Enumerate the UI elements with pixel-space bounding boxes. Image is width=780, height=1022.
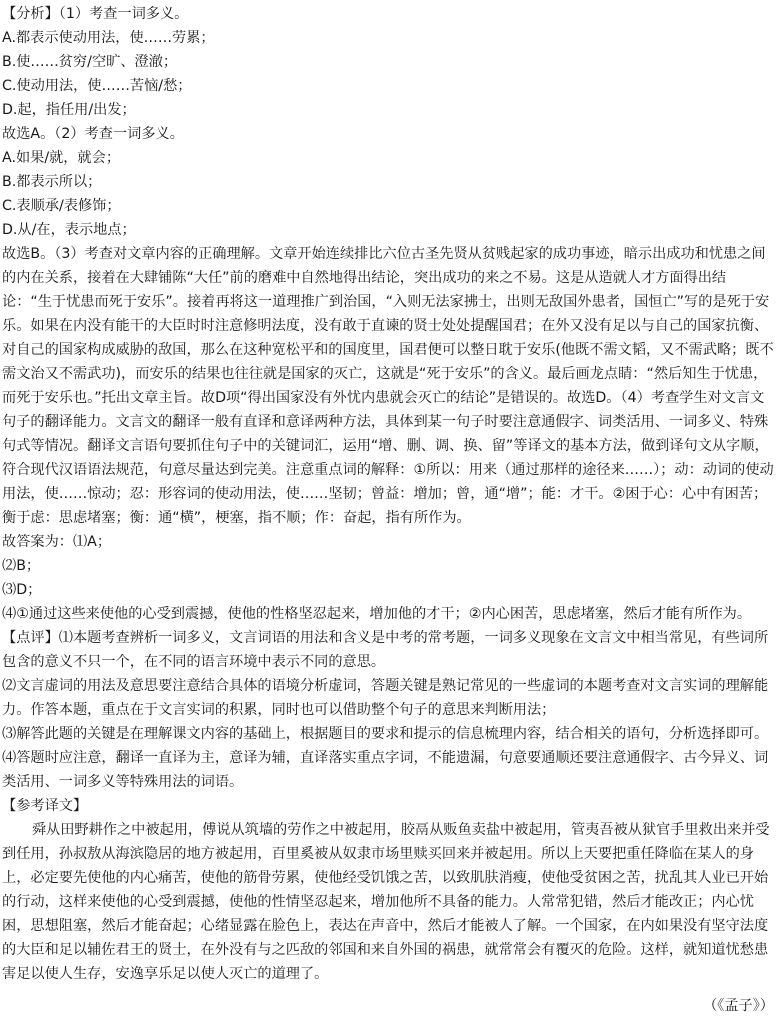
analysis-line-2: A.都表示使动用法，使……劳累； — [2, 30, 215, 46]
analysis-line-1: 【分析】（1）考查一词多义。 — [2, 6, 189, 22]
translation-heading: 【参考译文】 — [2, 798, 88, 814]
source-citation: （《孟子》） — [703, 998, 774, 1014]
answer-line-1: 故答案为：⑴A； — [2, 534, 112, 550]
analysis-paragraph-3-4: 故选B。（3）考查对文章内容的正确理解。文章开始连续排比六位古圣先贤从贫贱起家的成功事迹，暗示出成功和忧患之间的内在关系，接着在大肆铺陈“大任”前的磨难中自然地得出结论，突出成功的来之不易。这是从造就人才方面得出结论：“生于忧患而死于安乐”。接着再将这一道理推广到治国，“入则无法家拂士，出则无敌国外患者，国恒亡”写的是死于安乐。如果在内没有能干的大臣时时注意修明法度，没有敢于直谏的贤士处处提醒国君；在外又没有足以与自己的国家抗衡、对自己的国家构成威胁的敌国，那么在这种宽松平和的国度里，国君便可以整日耽于安乐(他既不需文韬，又不需武略；既不需文治又不需武功)，而安乐的结果也往往就是国家的灭亡，这就是“死于安乐”的含义。最后画龙点睛：“然后知生于忧患，而死于安乐也。”托出文章主旨。故D项“得出国家没有外忧内患就会灭亡的结论”是错误的。故选D。（4）考查学生对文言文句子的翻译能力。文言文的翻译一般有直译和意译两种方法，具体到某一句子时要注意通假字、词类活用、一词多义、特殊句式等情况。翻译文言语句要抓住句子中的关键词汇，运用“增、删、调、换、留”等译文的基本方法，做到译句文从字顺，符合现代汉语语法规范，句意尽量达到完美。注意重点词的解释：①所以：用来（通过那样的途径来……）；动：动词的使动用法，使……惊动；忍：形容词的使动用法，使……坚韧；曾益：增加；曾，通“增”；能：才干。②困于心：心中有困苦；衡于虑：思虑堵塞；衡：通“横”，梗塞，指不顺；作：奋起，指有所作为。 — [2, 246, 774, 526]
comment-1: 【点评】⑴本题考查辨析一词多义，文言词语的用法和含义是中考的常考题，一词多义现象在文言文中相当常见，有些词所包含的意义不只一个，在不同的语言环境中表示不同的意思。 — [2, 630, 769, 670]
translation-text: 舜从田野耕作之中被起用，傅说从筑墙的劳作之中被起用，胶鬲从贩鱼卖盐中被起用，管夷吾被从狱官手里救出来并受到任用，孙叔敖从海滨隐居的地方被起用，百里奚被从奴隶市场里赎买回来并被起用。所以上天要把重任降临在某人的身上，必定要先使他的内心痛苦，使他的筋骨劳累，使他经受饥饿之苦，以致肌肤消瘦，使他受贫困之苦，扰乱其人业已开始的行动，这样来使他的心受到震撼，使他的性情坚忍起来，增加他所不具备的能力。人常常犯错，然后才能改正；内心忧困，思想阻塞，然后才能奋起；心绪显露在脸色上，表达在声音中，然后才能被人了解。一个国家，在内如果没有坚守法度的大臣和足以辅佐君王的贤士，在外没有与之匹敌的邻国和来自外国的祸患，就常常会有覆灭的危险。这样，就知道忧愁患害足以使人生存，安逸享乐足以使人灭亡的道理了。 — [2, 822, 770, 982]
comment-2: ⑵文言虚词的用法及意思要注意结合具体的语境分析虚词，答题关键是熟记常见的一些虚词的本题考查对文言实词的理解能力。作答本题，重点在于文言实词的积累，同时也可以借助整个句子的意思来判断用法； — [2, 678, 769, 718]
comment-4: ⑷答题时应注意，翻译一直译为主，意译为辅，直译落实重点字词，不能遗漏，句意要通顺还要注意通假字、古今异义、词类活用、一词多义等特殊用法的词语。 — [2, 750, 769, 790]
analysis-line-6: 故选A。（2）考查一词多义。 — [2, 126, 184, 142]
analysis-line-8: B.都表示所以； — [2, 174, 102, 190]
analysis-line-3: B.使……贫穷/空旷、澄澈； — [2, 54, 178, 70]
analysis-line-5: D.起，指任用/出发； — [2, 102, 136, 118]
analysis-line-9: C.表顺承/表修饰； — [2, 198, 121, 214]
analysis-line-10: D.从/在，表示地点； — [2, 222, 136, 238]
comment-3: ⑶解答此题的关键是在理解课文内容的基础上，根据题目的要求和提示的信息梳理内容，结合相关的语句，分析选择即可。 — [2, 726, 769, 742]
answer-line-4: ⑷①通过这些来使他的心受到震撼，使他的性格坚忍起来，增加他的才干；②内心困苦，思虑堵塞，然后才能有所作为。 — [2, 606, 752, 622]
analysis-line-4: C.使动用法，使……苦恼/愁； — [2, 78, 192, 94]
answer-line-2: ⑵B； — [2, 558, 41, 574]
answer-line-3: ⑶D； — [2, 582, 42, 598]
analysis-line-7: A.如果/就，就会； — [2, 150, 121, 166]
